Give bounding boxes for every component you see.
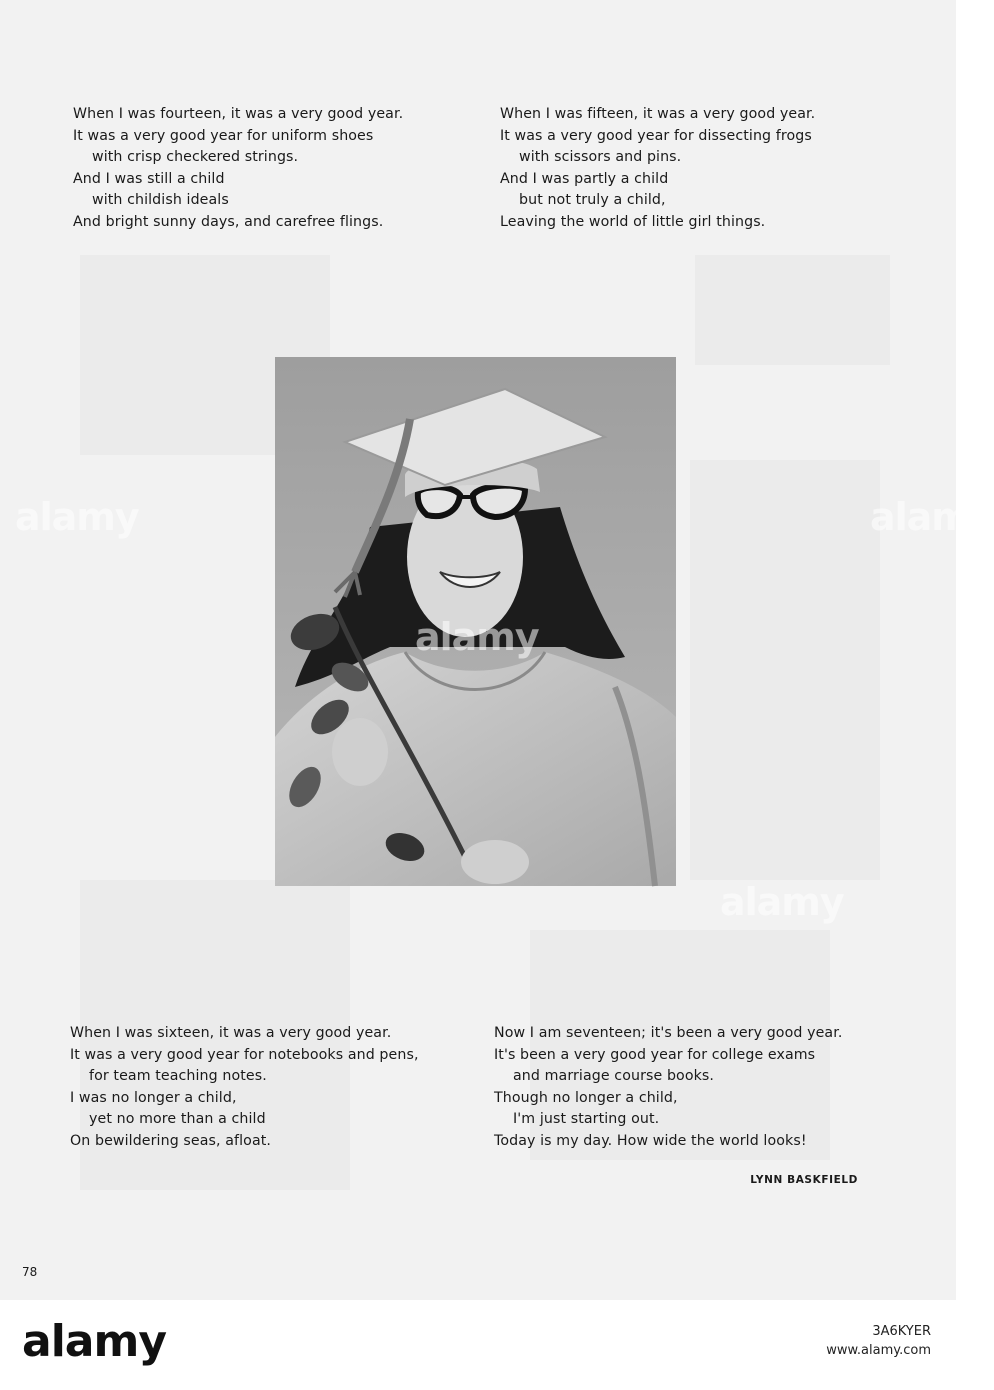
poem-line: And I was still a child xyxy=(73,170,225,187)
poem-stanza-fourteen xyxy=(73,104,403,234)
website-link[interactable]: www.alamy.com xyxy=(826,1343,931,1358)
poem-line: And I was partly a child xyxy=(500,170,669,187)
poem-line: It's been a very good year for college exams xyxy=(494,1046,816,1063)
bleed-through-shape xyxy=(690,460,880,880)
poem-stanza-fifteen xyxy=(500,104,815,234)
watermark: alamy xyxy=(870,495,994,539)
poem-line: It was a very good year for notebooks and pens, xyxy=(70,1046,419,1063)
watermark: alamy xyxy=(720,880,844,924)
watermark: alamy xyxy=(15,495,139,539)
poem-stanza-sixteen xyxy=(70,1023,419,1153)
image-credit xyxy=(826,1322,931,1360)
poem-author: LYNN BASKFIELD xyxy=(750,1174,858,1186)
poem-line: When I was fifteen, it was a very good year. xyxy=(500,106,816,122)
poem-line: and marriage course books. xyxy=(513,1068,715,1085)
poem-line: And bright sunny days, and carefree flings. xyxy=(73,213,384,230)
poem-line: Though no longer a child, xyxy=(494,1089,678,1106)
poem-stanza-seventeen xyxy=(494,1023,842,1153)
brand-name: alamy xyxy=(22,1316,166,1367)
bleed-through-shape xyxy=(695,255,890,365)
poem-line: Leaving the world of little girl things. xyxy=(500,213,766,230)
poem-line: I was no longer a child, xyxy=(70,1089,237,1106)
brand-logo xyxy=(22,1316,166,1367)
page-number: 78 xyxy=(22,1265,38,1279)
poem-line: On bewildering seas, afloat. xyxy=(70,1132,272,1149)
poem-line: with childish ideals xyxy=(92,192,229,209)
poem-line: for team teaching notes. xyxy=(89,1068,267,1085)
poem-line: It was a very good year for dissecting frogs xyxy=(500,127,812,144)
poem-line: but not truly a child, xyxy=(519,192,666,209)
poem-line: with crisp checkered strings. xyxy=(92,149,299,166)
poem-line: yet no more than a child xyxy=(89,1111,266,1128)
watermark: alamy xyxy=(415,615,539,659)
image-id: 3A6KYER xyxy=(872,1324,931,1339)
poem-line: Now I am seventeen; it's been a very good year. xyxy=(494,1025,843,1041)
poem-line: Today is my day. How wide the world looks! xyxy=(494,1132,807,1149)
poem-line: I'm just starting out. xyxy=(513,1111,660,1128)
poem-line: It was a very good year for uniform shoes xyxy=(73,127,374,144)
poem-line: When I was fourteen, it was a very good year. xyxy=(73,106,404,122)
poem-line: with scissors and pins. xyxy=(519,149,682,166)
poem-line: When I was sixteen, it was a very good year. xyxy=(70,1025,392,1041)
